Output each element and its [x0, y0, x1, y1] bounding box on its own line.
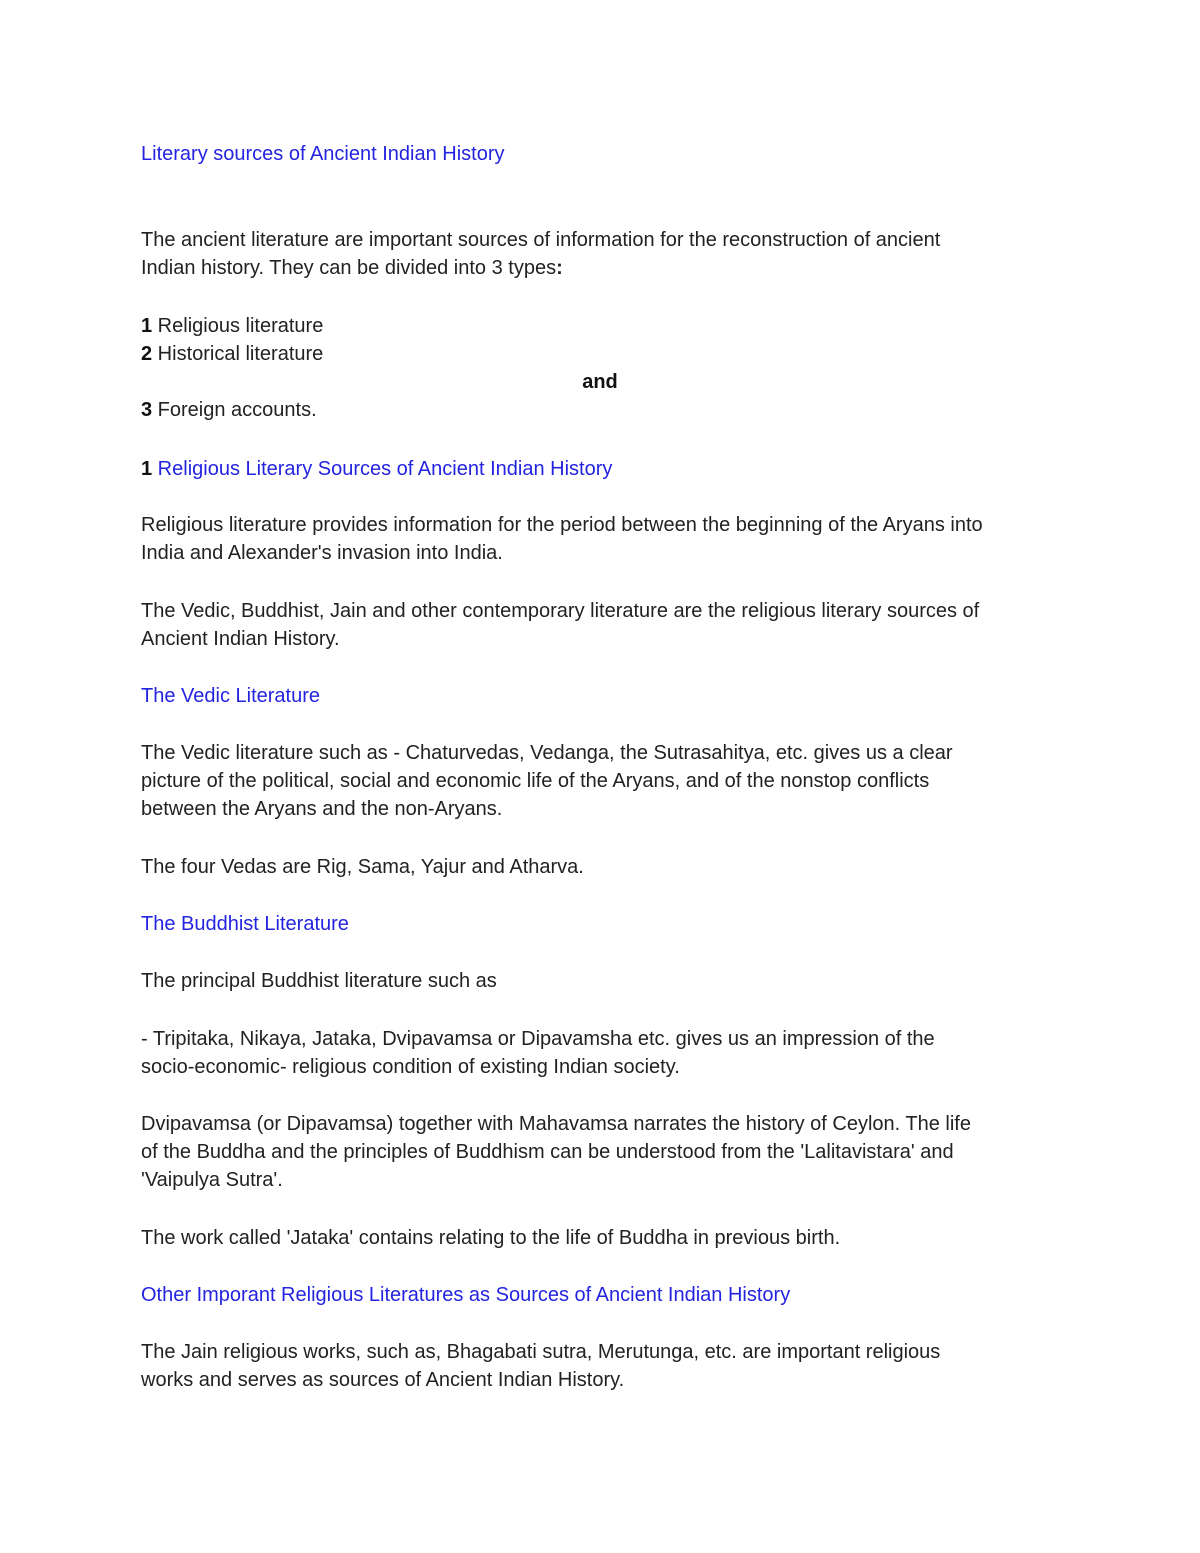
- paragraph-line: The Vedic, Buddhist, Jain and other contemporary literature are the religious literary sources of: [141, 600, 980, 622]
- type-number: 1: [141, 315, 153, 337]
- page-title: Literary sources of Ancient Indian History: [141, 143, 505, 165]
- paragraph-line: Dvipavamsa (or Dipavamsa) together with Mahavamsa narrates the history of Ceylon. The life: [141, 1113, 971, 1135]
- type-label: Historical literature: [152, 343, 324, 365]
- intro-line-1: The ancient literature are important sources of information for the reconstruction of ancient: [141, 229, 941, 251]
- paragraph-line: The Vedic literature such as - Chaturvedas, Vedanga, the Sutrasahitya, etc. gives us a clear: [141, 742, 953, 764]
- type-item-1: [141, 312, 323, 340]
- paragraph-line: 'Vaipulya Sutra'.: [141, 1169, 283, 1191]
- section-heading-buddhist: The Buddhist Literature: [141, 913, 349, 935]
- paragraph-line: The principal Buddhist literature such as: [141, 970, 497, 992]
- paragraph-line: between the Aryans and the non-Aryans.: [141, 798, 503, 820]
- paragraph-line: of the Buddha and the principles of Buddhism can be understood from the 'Lalitavistara' and: [141, 1141, 954, 1163]
- intro-colon: :: [556, 257, 563, 279]
- type-item-3: [141, 396, 317, 424]
- type-label: Foreign accounts.: [152, 399, 317, 421]
- paragraph-line: picture of the political, social and economic life of the Aryans, and of the nonstop conflicts: [141, 770, 930, 792]
- section-heading-vedic: The Vedic Literature: [141, 685, 320, 707]
- type-label: Religious literature: [152, 315, 324, 337]
- paragraph-line: India and Alexander's invasion into India.: [141, 542, 503, 564]
- paragraph-line: The Jain religious works, such as, Bhagabati sutra, Merutunga, etc. are important religious: [141, 1341, 941, 1363]
- paragraph-line: - Tripitaka, Nikaya, Jataka, Dvipavamsa or Dipavamsha etc. gives us an impression of the: [141, 1028, 935, 1050]
- section-number: 1: [141, 458, 153, 480]
- paragraph-line: Religious literature provides information for the period between the beginning of the Aryans into: [141, 514, 983, 536]
- paragraph-line: socio-economic- religious condition of existing Indian society.: [141, 1056, 680, 1078]
- type-number: 2: [141, 343, 153, 365]
- and-connector: and: [582, 371, 618, 393]
- paragraph-line: The four Vedas are Rig, Sama, Yajur and Atharva.: [141, 856, 584, 878]
- type-item-2: [141, 340, 323, 368]
- paragraph-line: The work called 'Jataka' contains relating to the life of Buddha in previous birth.: [141, 1227, 841, 1249]
- type-number: 3: [141, 399, 153, 421]
- section-heading-other: Other Imporant Religious Literatures as Sources of Ancient Indian History: [141, 1284, 791, 1306]
- intro-line-2-text: Indian history. They can be divided into 3 types: [141, 257, 557, 279]
- paragraph-line: works and serves as sources of Ancient Indian History.: [141, 1369, 625, 1391]
- paragraph-line: Ancient Indian History.: [141, 628, 340, 650]
- intro-line-2: [141, 254, 563, 282]
- section-title: Religious Literary Sources of Ancient Indian History: [152, 458, 613, 480]
- section-heading-religious: [141, 455, 612, 483]
